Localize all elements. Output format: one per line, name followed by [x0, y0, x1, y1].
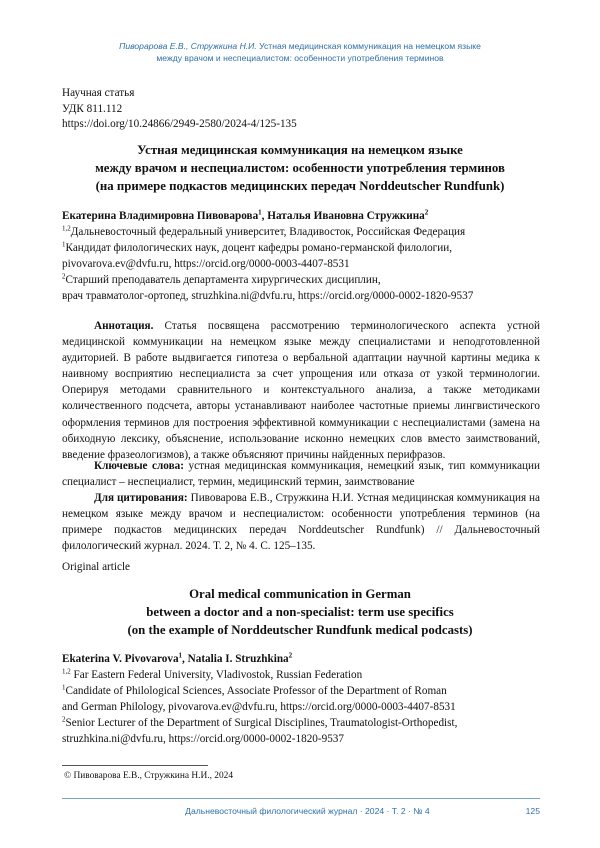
running-head — [60, 40, 540, 64]
author-2-name-en: Natalia I. Struzhkina — [187, 653, 289, 665]
running-head-line-1: Пиворарова Е.В., Стружкина Н.И. Устная медицинская коммуникация на немецком языке — [119, 41, 481, 51]
footer-rule — [62, 798, 540, 799]
title-en-line-3: (on the example of Norddeutscher Rundfunk medical podcasts) — [127, 623, 473, 638]
affiliation-author-2-contacts[interactable]: врач травматолог-ортопед, struzhkina.ni@dvfu.ru, https://orcid.org/0000-0002-1820-9537 — [62, 290, 474, 303]
affiliation-author-1-contacts[interactable]: pivovarova.ev@dvfu.ru, https://orcid.org/0000-0003-4407-8531 — [62, 258, 350, 271]
affiliation-university-en: $^{1,2}$ Far Eastern Federal University, Vladivostok, Russian Federation — [62, 667, 363, 681]
affiliation-author-1-contacts-en[interactable]: and German Philology, pivovarova.ev@dvfu.ru, https://orcid.org/0000-0003-4407-8531 — [62, 701, 456, 714]
journal-info: Дальневосточный филологический журнал · 2024 · Т. 2 · № 4 — [185, 806, 430, 816]
udk-code: УДК 811.112 — [62, 102, 123, 115]
abstract-label: Аннотация. — [94, 320, 154, 332]
author-1-name-en: Ekaterina V. Pivovarova — [62, 653, 179, 665]
affiliations-ru — [62, 224, 542, 304]
author-2-name: Наталья Ивановна Стружкина — [267, 210, 425, 222]
citation-text: Пивоварова Е.В., Стружкина Н.И. Устная медицинская коммуникация на немецком языке между врачом и неспециалистом: особенности употребления терминов (на примере подкастов медицинских передач Norddeutscher Rundfunk) // Дальневосточный филологический журнал. 2024. Т. 2, № 4. С. 125–135. — [62, 492, 540, 553]
title-ru — [60, 141, 540, 196]
page-footer — [185, 806, 540, 816]
keywords-label: Ключевые слова: — [94, 460, 184, 472]
article-type: Научная статья — [62, 87, 135, 99]
citation — [62, 490, 540, 554]
affiliation-author-2: $^2$Старший преподаватель департамента хирургических дисциплин, — [62, 272, 381, 287]
affiliation-author-1: $^1$Кандидат филологических наук, доцент кафедры романо-германской филологии, — [62, 240, 453, 255]
affiliation-author-2-contacts-en[interactable]: struzhkina.ni@dvfu.ru, https://orcid.org/0000-0002-1820-9537 — [62, 733, 344, 746]
authors-ru: Екатерина Владимировна Пивоварова$^1$, Наталья Ивановна Стружкина$^2$ — [62, 208, 429, 222]
author-1-name: Екатерина Владимировна Пивоварова — [62, 210, 259, 222]
title-ru-line-3: (на примере подкастов медицинских передач Norddeutscher Rundfunk) — [95, 179, 505, 194]
keywords — [62, 458, 540, 490]
affiliation-university: $^{1,2}$Дальневосточный федеральный университет, Владивосток, Российская Федерация — [62, 224, 466, 238]
original-article-label: Original article — [62, 561, 131, 573]
running-head-authors: Пиворарова Е.В., Стружкина Н.И. — [119, 41, 257, 51]
affiliation-author-2-en: $^2$Senior Lecturer of the Department of Surgical Disciplines, Traumatologist-Orthopedist, — [62, 715, 458, 730]
abstract — [62, 318, 540, 463]
title-en-line-2: between a doctor and a non-specialist: term use specifics — [146, 605, 454, 620]
abstract-text: Статья посвящена рассмотрению терминологического аспекта устной медицинской коммуникации на немецком языке между специалистами и неподготовленной аудиторией. В работе выдвигается гипотеза о вербальной адаптации научной картины медика к наивному восприятию неспециалиста за счет упрощения или отказа от узкой терминологии. Оперируя методами сравнительного и контекстуального анализа, а также методиками количественного подсчета, авторы устанавливают наиболее частотные приемы лингвистического оформления терминов для построения эффективной коммуникации с неспециалистами (замена на обиходную лексику, объяснение, использование исконно немецких слов вместо заимствований, введение фразеологизмов), а также объясняют причины найденных перифразов. — [62, 320, 540, 461]
title-ru-line-1: Устная медицинская коммуникация на немецком языке — [137, 143, 463, 157]
authors-en: Ekaterina V. Pivovarova$^1$, Natalia I. Struzhkina$^2$ — [62, 651, 293, 665]
citation-label: Для цитирования: — [94, 492, 188, 504]
page-number: 125 — [525, 806, 540, 816]
title-ru-line-2: между врачом и неспециалистом: особенности употребления терминов — [95, 161, 505, 176]
affiliations-en — [62, 667, 542, 747]
article-meta — [62, 86, 297, 133]
doi-link[interactable]: https://doi.org/10.24866/2949-2580/2024-4/125-135 — [62, 118, 297, 131]
keywords-text: устная медицинская коммуникация, немецкий язык, тип коммуникации специалист – неспециалист, термин, медицинский термин, заимствование — [62, 460, 540, 489]
title-en — [60, 585, 540, 640]
affiliation-author-1-en: $^1$Candidate of Philological Sciences, Associate Professor of the Department of Roman — [62, 683, 447, 698]
footnote-rule — [62, 765, 208, 766]
running-head-line-2: между врачом и неспециалистом: особенности употребления терминов — [156, 53, 444, 63]
copyright-footnote: © Пивоварова Е.В., Стружкина Н.И., 2024 — [64, 771, 234, 781]
title-en-line-1: Oral medical communication in German — [189, 587, 411, 601]
